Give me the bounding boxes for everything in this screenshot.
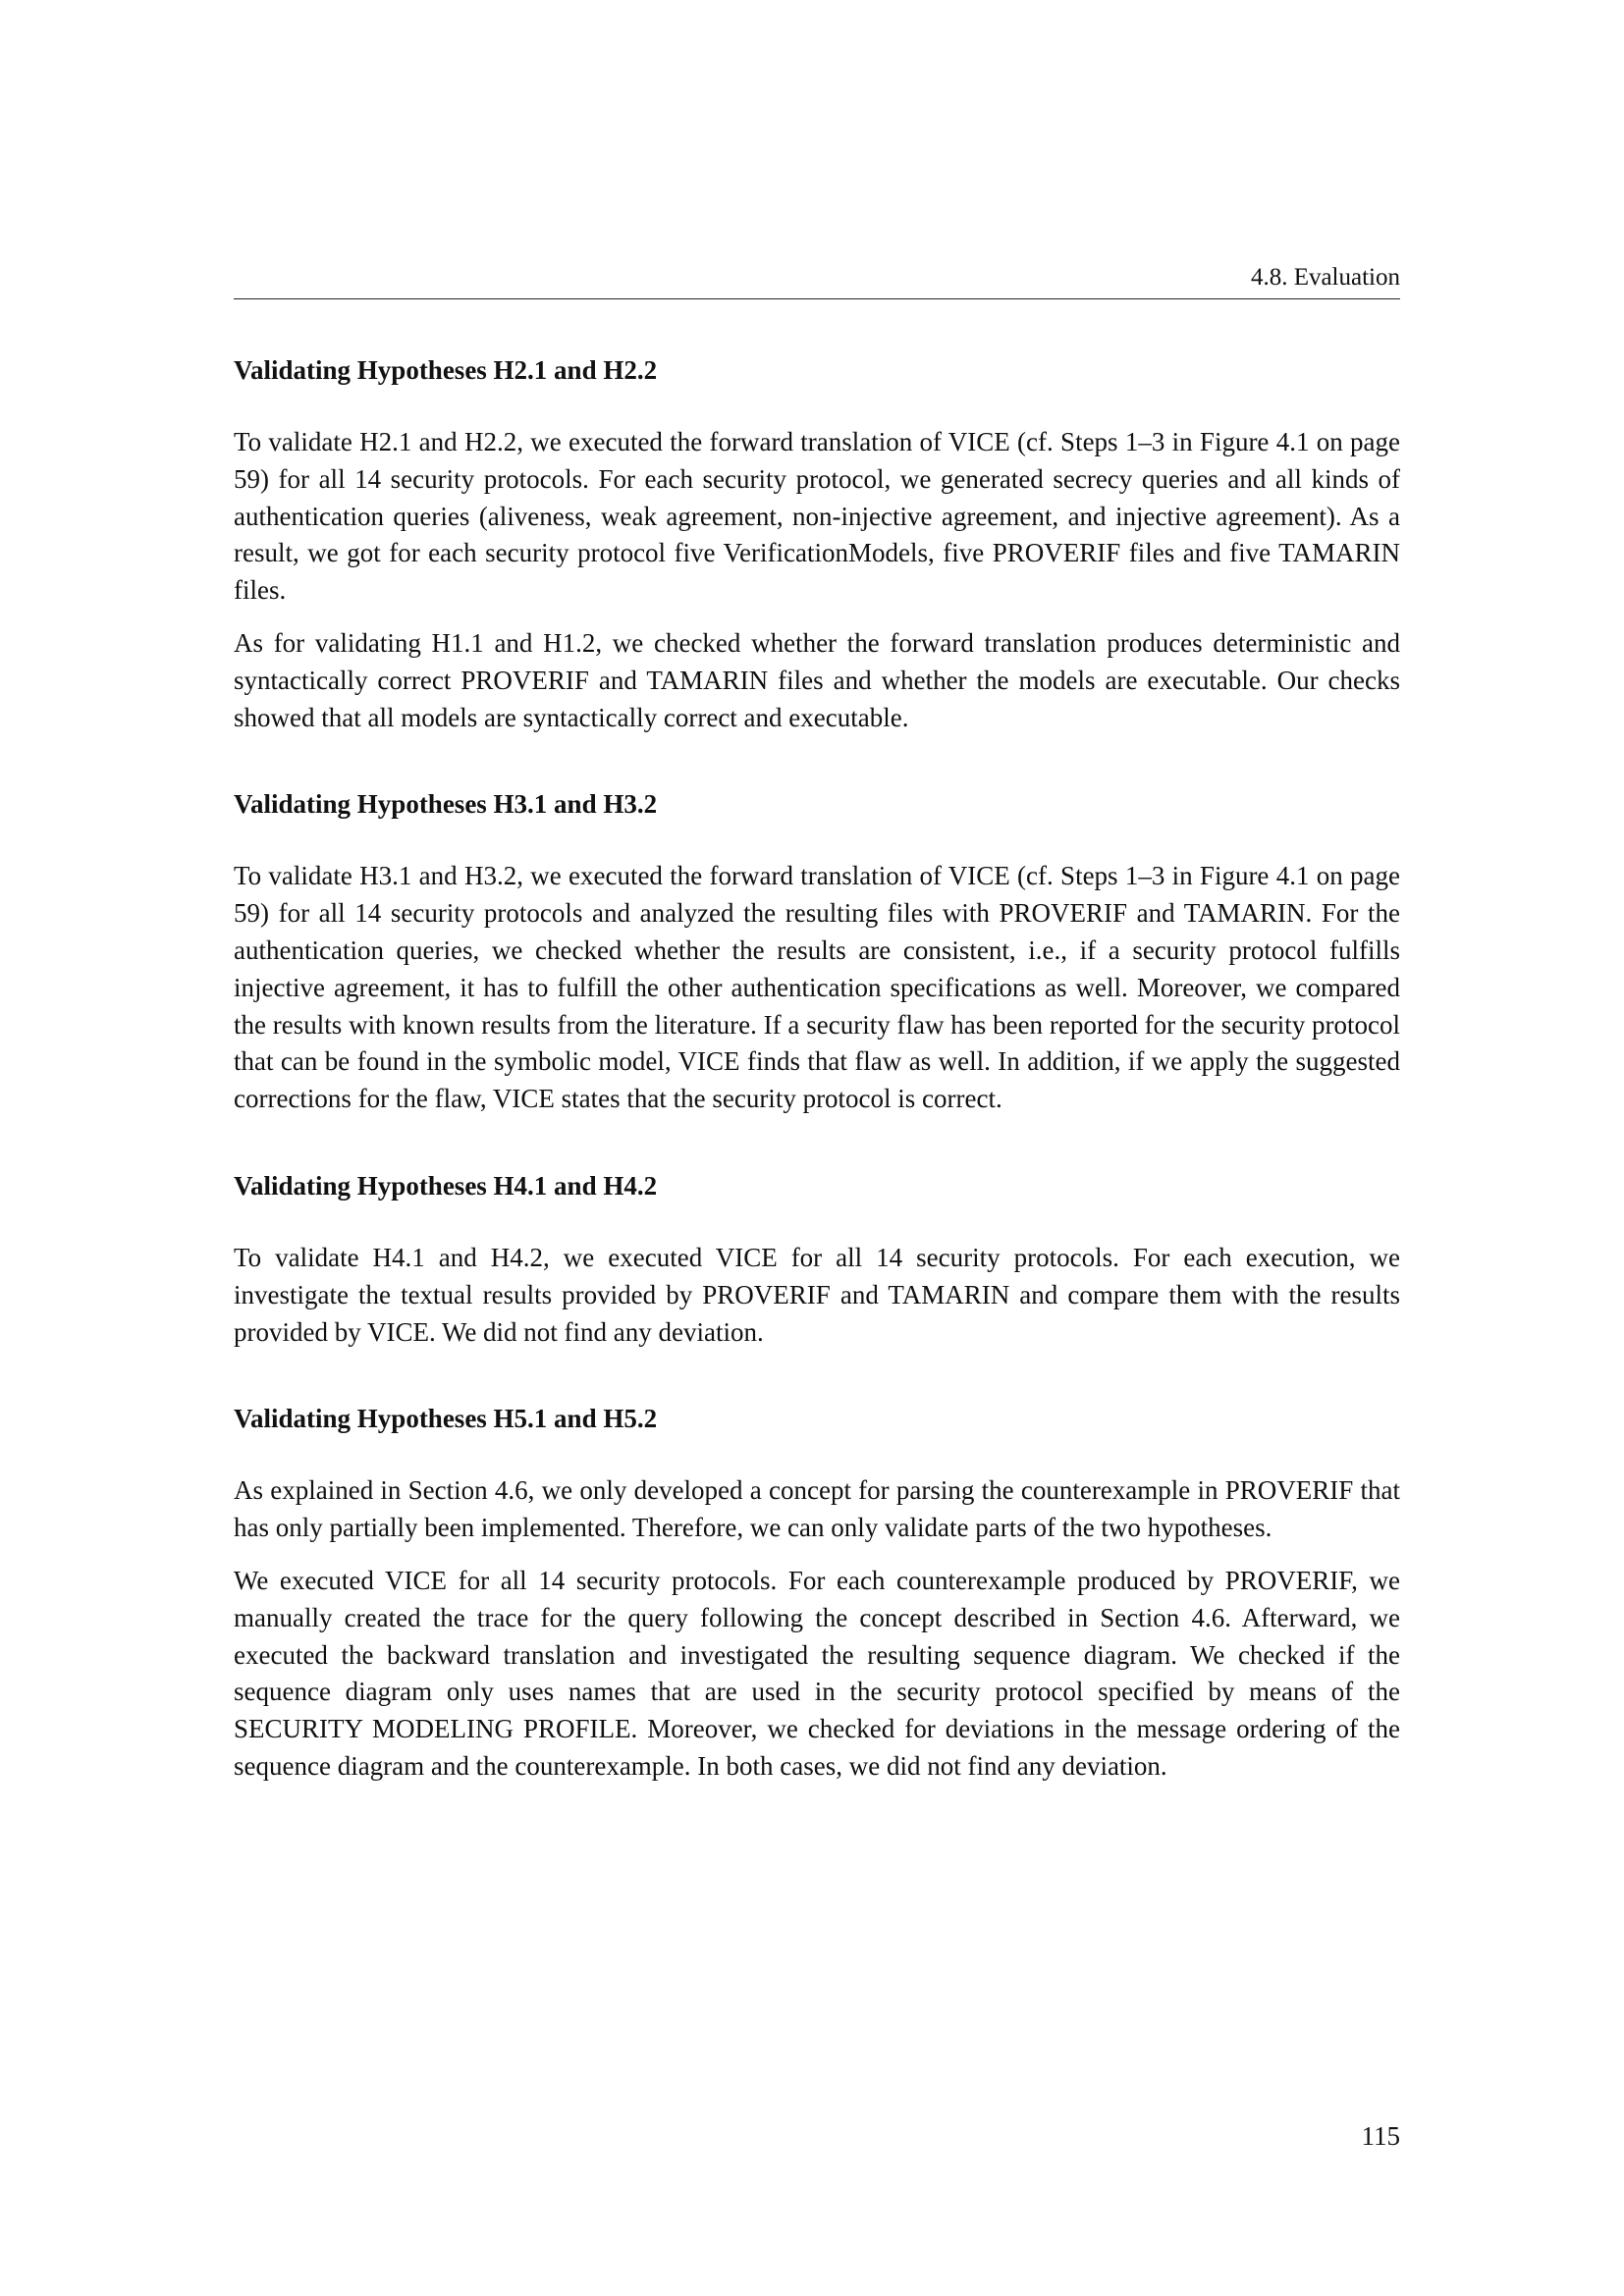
section-h2	[234, 353, 1400, 736]
paragraph: As explained in Section 4.6, we only developed a concept for parsing the counterexample in PROVERIF that has only partially been implemented. Therefore, we can only validate parts of the two hypotheses.	[234, 1475, 1400, 1543]
paragraph: As for validating H1.1 and H1.2, we checked whether the forward translation produces deterministic and syntactically correct PROVERIF and TAMARIN files and whether the models are executable. Our checks showed that all models are syntactically correct and executable.	[234, 627, 1400, 732]
paragraph: To validate H3.1 and H3.2, we executed the forward translation of VICE (cf. Steps 1–3 in Figure 4.1 on page 59) for all 14 security protocols and analyzed the resulting files with PROVERIF and TAMARIN. For the authentication queries, we checked whether the results are consistent, i.e., if a security protocol fulfills injective agreement, it has to fulfill the other authentication specifications as well. Moreover, we compared the results with known results from the literature. If a security flaw has been reported for the security protocol that can be found in the symbolic model, VICE finds that flaw as well. In addition, if we apply the suggested corrections for the flaw, VICE states that the security protocol is correct.	[234, 861, 1400, 1114]
section-heading: Validating Hypotheses H4.1 and H4.2	[234, 1170, 658, 1201]
section-heading: Validating Hypotheses H3.1 and H3.2	[234, 789, 658, 820]
section-h5	[234, 1402, 1400, 1785]
section-h3	[234, 787, 1400, 1118]
section-h4	[234, 1169, 1400, 1351]
header-rule	[234, 298, 1400, 299]
main-content	[234, 353, 1400, 1837]
running-header: 4.8. Evaluation	[1250, 264, 1400, 291]
paragraph: To validate H4.1 and H4.2, we executed VICE for all 14 security protocols. For each execution, we investigate the textual results provided by PROVERIF and TAMARIN and compare them with the results provided by VICE. We did not find any deviation.	[234, 1242, 1400, 1347]
section-heading: Validating Hypotheses H5.1 and H5.2	[234, 1404, 658, 1434]
page-number: 115	[1361, 2121, 1400, 2151]
section-heading: Validating Hypotheses H2.1 and H2.2	[234, 355, 658, 385]
paragraph: We executed VICE for all 14 security protocols. For each counterexample produced by PROVERIF, we manually created the trace for the query following the concept described in Section 4.6. Afterward, we executed the backward translation and investigated the resulting sequence diagram. We checked if the sequence diagram only uses names that are used in the security protocol specified by means of the SECURITY MODELING PROFILE. Moreover, we checked for deviations in the message ordering of the sequence diagram and the counterexample. In both cases, we did not find any deviation.	[234, 1565, 1400, 1781]
paragraph: To validate H2.1 and H2.2, we executed the forward translation of VICE (cf. Steps 1–3 in Figure 4.1 on page 59) for all 14 security protocols. For each security protocol, we generated secrecy queries and all kinds of authentication queries (aliveness, weak agreement, non-injective agreement, and injective agreement). As a result, we got for each security protocol five VerificationModels, five PROVERIF files and five TAMARIN files.	[234, 427, 1400, 606]
